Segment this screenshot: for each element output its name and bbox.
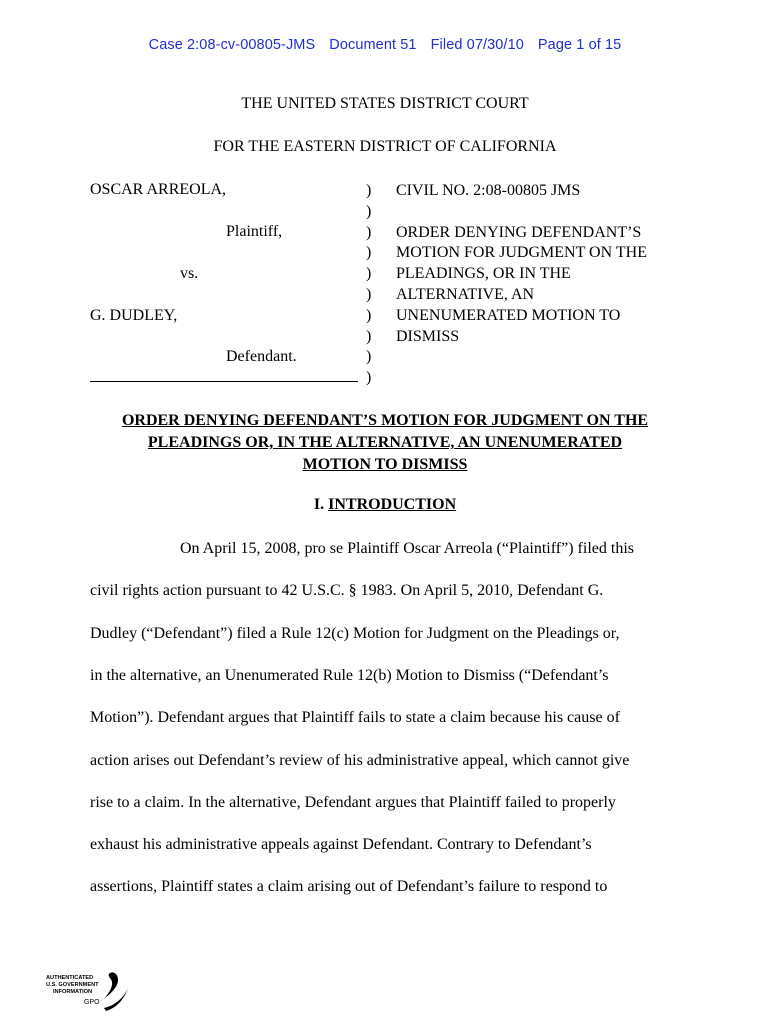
order-title-line: MOTION TO DISMISS	[302, 456, 468, 473]
stamp-document-number: Document 51	[329, 37, 417, 53]
caption-paren: )	[366, 369, 372, 387]
filing-stamp	[0, 37, 770, 53]
body-text-line: action arises out Defendant’s review of his administrative appeal, which cannot give	[90, 752, 630, 769]
gpo-logo-text: U.S. GOVERNMENT	[46, 982, 99, 988]
caption-paren: )	[366, 327, 372, 345]
body-text-line: Dudley (“Defendant”) filed a Rule 12(c) Motion for Judgment on the Pleadings or,	[90, 625, 620, 642]
body-text-line: On April 15, 2008, pro se Plaintiff Oscar Arreola (“Plaintiff”) filed this	[180, 540, 634, 557]
caption-paren: )	[366, 244, 372, 262]
caption-title-line: DISMISS	[396, 327, 460, 345]
caption-paren: )	[366, 202, 372, 220]
body-text-line: in the alternative, an Unenumerated Rule 12(b) Motion to Dismiss (“Defendant’s	[90, 667, 609, 684]
stamp-filed-date: Filed 07/30/10	[430, 37, 524, 53]
caption-title-line: UNENUMERATED MOTION TO	[396, 306, 621, 324]
caption-title-line: ORDER DENYING DEFENDANT’S	[396, 223, 642, 241]
caption-paren: )	[366, 348, 372, 366]
caption-paren: )	[366, 265, 372, 283]
versus-label: vs.	[180, 265, 199, 282]
caption-right-column	[396, 181, 647, 347]
gpo-logo-text: INFORMATION	[53, 989, 93, 995]
caption-paren: )	[366, 223, 372, 241]
section-heading	[0, 496, 770, 514]
defendant-role: Defendant.	[226, 348, 297, 365]
caption-paren: )	[366, 285, 372, 303]
plaintiff-role: Plaintiff,	[226, 223, 283, 240]
order-title-line: PLEADINGS OR, IN THE ALTERNATIVE, AN UNENUMERATED	[147, 434, 623, 451]
gpo-logo-text: GPO	[84, 999, 100, 1006]
gpo-authentication-logo	[44, 970, 134, 1016]
stamp-case-number: Case 2:08-cv-00805-JMS	[148, 37, 316, 53]
eagle-icon	[100, 972, 118, 1002]
body-text-line: assertions, Plaintiff states a claim arising out of Defendant’s failure to respond to	[90, 878, 608, 895]
body-text-line: civil rights action pursuant to 42 U.S.C. § 1983. On April 5, 2010, Defendant G.	[90, 582, 604, 599]
caption-title-line: MOTION FOR JUDGMENT ON THE	[396, 244, 647, 262]
defendant-name: G. DUDLEY,	[90, 307, 178, 324]
section-number: I.	[313, 496, 325, 513]
stamp-page-count: Page 1 of 15	[537, 37, 622, 53]
order-title	[0, 410, 770, 476]
caption-title-line: ALTERNATIVE, AN	[396, 285, 535, 303]
caption-title-line: PLEADINGS, OR IN THE	[396, 265, 571, 283]
body-text-line: Motion”). Defendant argues that Plaintiff fails to state a claim because his cause of	[90, 709, 620, 726]
plaintiff-name: OSCAR ARREOLA,	[90, 181, 227, 198]
court-name: THE UNITED STATES DISTRICT COURT	[241, 95, 529, 112]
body-text-line: exhaust his administrative appeals against Defendant. Contrary to Defendant’s	[90, 836, 592, 853]
caption-paren: )	[366, 182, 372, 199]
court-district: FOR THE EASTERN DISTRICT OF CALIFORNIA	[213, 138, 557, 155]
order-title-line: ORDER DENYING DEFENDANT’S MOTION FOR JUDGMENT ON THE	[121, 412, 649, 429]
section-title: INTRODUCTION	[328, 496, 457, 513]
body-text-line: rise to a claim. In the alternative, Defendant argues that Plaintiff failed to properly	[90, 794, 616, 811]
eagle-wing-icon	[104, 988, 128, 1011]
case-number: CIVIL NO. 2:08-00805 JMS	[396, 182, 581, 199]
caption-paren: )	[366, 306, 372, 324]
caption-rule-line	[90, 381, 358, 382]
gpo-logo-text: AUTHENTICATED	[46, 975, 94, 981]
caption-parentheses	[366, 181, 371, 389]
